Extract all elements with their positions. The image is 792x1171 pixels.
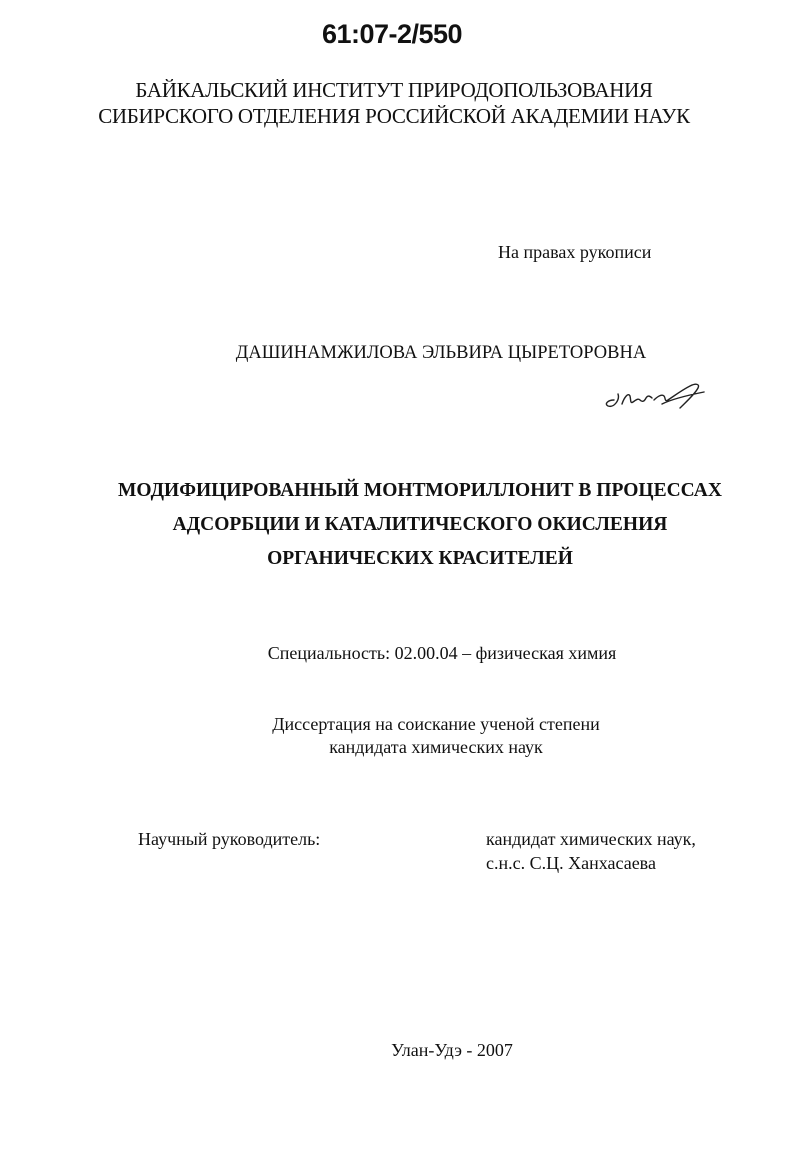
supervisor-label: Научный руководитель: — [138, 829, 321, 849]
degree-statement-line-1: Диссертация на соискание ученой степени — [272, 714, 600, 734]
archive-stamp-code: 61:07-2/550 — [321, 19, 463, 49]
supervisor-info — [486, 827, 696, 875]
thesis-title — [24, 474, 792, 576]
thesis-title-line-1: МОДИФИЦИРОВАННЫЙ МОНТМОРИЛЛОНИТ В ПРОЦЕССАХ — [118, 480, 722, 501]
supervisor-degree: кандидат химических наук, — [486, 829, 696, 849]
rights-notice: На правах рукописи — [498, 242, 652, 262]
thesis-title-line-2: АДСОРБЦИИ И КАТАЛИТИЧЕСКОГО ОКИСЛЕНИЯ — [172, 514, 668, 535]
city-year: Улан-Удэ - 2007 — [391, 1040, 513, 1060]
institute-name-line-2: СИБИРСКОГО ОТДЕЛЕНИЯ РОССИЙСКОЙ АКАДЕМИИ НАУК — [98, 104, 690, 128]
degree-statement-line-2: кандидата химических наук — [329, 737, 543, 757]
supervisor-name: с.н.с. С.Ц. Ханхасаева — [486, 853, 656, 873]
thesis-title-line-3: ОРГАНИЧЕСКИХ КРАСИТЕЛЕЙ — [267, 548, 573, 569]
degree-statement — [40, 713, 792, 759]
author-signature — [600, 378, 720, 418]
signature-stroke — [606, 384, 704, 408]
institute-name-line-1: БАЙКАЛЬСКИЙ ИНСТИТУТ ПРИРОДОПОЛЬЗОВАНИЯ — [135, 78, 653, 102]
author-name: ДАШИНАМЖИЛОВА ЭЛЬВИРА ЦЫРЕТОРОВНА — [235, 343, 647, 363]
institute-header — [0, 77, 790, 129]
specialty: Специальность: 02.00.04 – физическая химия — [267, 643, 617, 663]
